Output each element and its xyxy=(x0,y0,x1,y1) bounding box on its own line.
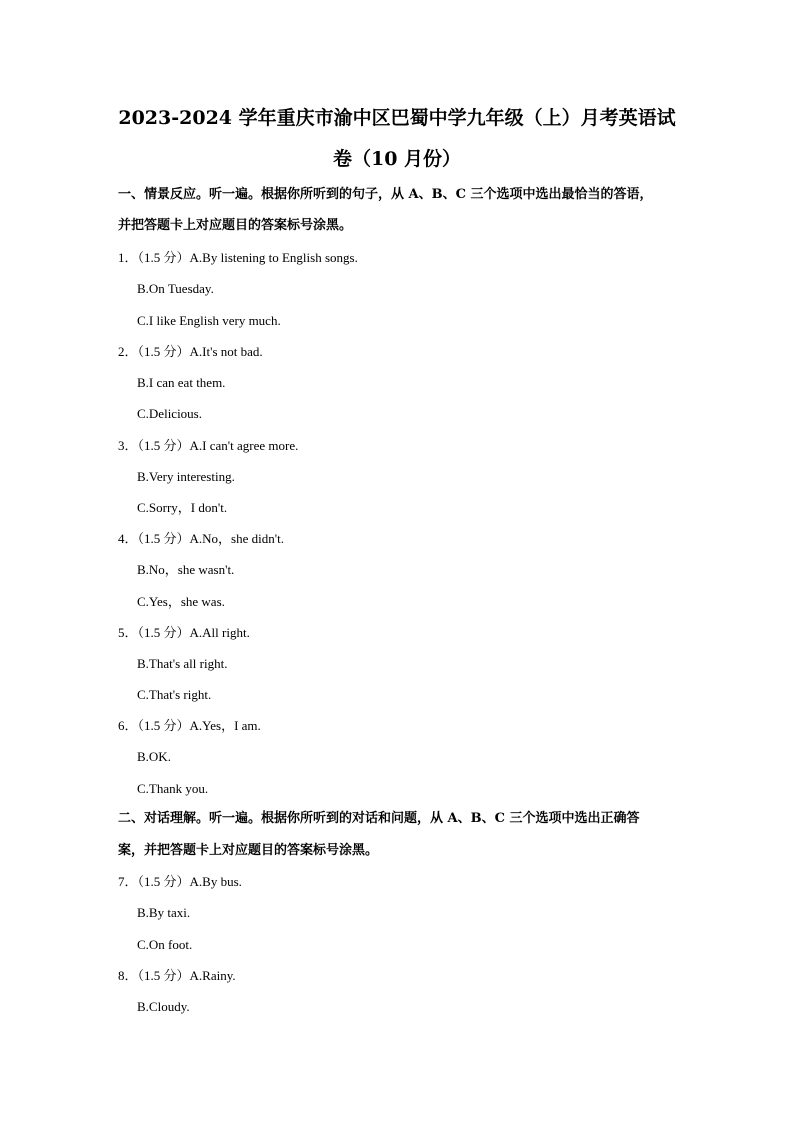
question-2-option-c: C.Delicious. xyxy=(137,406,202,421)
section-2-instruction-line-2: 案，并把答题卡上对应题目的答案标号涂黑。 xyxy=(118,843,379,858)
question-2 xyxy=(118,344,263,360)
page-title-line-1: 2023-2024 学年重庆市渝中区巴蜀中学九年级（上）月考英语试 xyxy=(118,107,676,129)
question-number: 3． xyxy=(118,438,138,453)
question-5 xyxy=(118,625,250,641)
question-6-option-b: B.OK. xyxy=(137,749,171,764)
page-title-line-2: 卷（10 月份） xyxy=(332,148,462,170)
question-score: （1.5 分） xyxy=(137,438,190,453)
option-a: A.All right. xyxy=(189,625,250,640)
question-score: （1.5 分） xyxy=(137,718,190,733)
option-a: A.By bus. xyxy=(189,874,242,889)
question-4-option-c: C.Yes，she was. xyxy=(137,594,225,609)
question-number: 2． xyxy=(118,344,138,359)
question-7 xyxy=(118,874,242,890)
question-number: 1． xyxy=(118,250,138,265)
question-4-option-b: B.No，she wasn't. xyxy=(137,562,235,577)
question-number: 6． xyxy=(118,718,138,733)
question-8 xyxy=(118,968,236,984)
question-score: （1.5 分） xyxy=(137,250,190,265)
question-6-option-c: C.Thank you. xyxy=(137,781,209,796)
question-score: （1.5 分） xyxy=(137,531,190,546)
question-number: 4． xyxy=(118,531,138,546)
question-1 xyxy=(118,250,358,266)
question-number: 8． xyxy=(118,968,138,983)
question-score: （1.5 分） xyxy=(137,874,190,889)
option-a: A.I can't agree more. xyxy=(189,438,299,453)
question-7-option-b: B.By taxi. xyxy=(137,905,191,920)
question-5-option-b: B.That's all right. xyxy=(137,656,228,671)
question-4 xyxy=(118,531,284,547)
question-score: （1.5 分） xyxy=(137,344,190,359)
option-a: A.Yes，I am. xyxy=(189,718,261,733)
question-7-option-c: C.On foot. xyxy=(137,937,193,952)
question-1-option-c: C.I like English very much. xyxy=(137,313,281,328)
question-2-option-b: B.I can eat them. xyxy=(137,375,226,390)
option-a: A.Rainy. xyxy=(189,968,236,983)
question-3-option-b: B.Very interesting. xyxy=(137,469,235,484)
question-5-option-c: C.That's right. xyxy=(137,687,212,702)
question-1-option-b: B.On Tuesday. xyxy=(137,281,214,296)
question-score: （1.5 分） xyxy=(137,968,190,983)
question-number: 5． xyxy=(118,625,138,640)
question-3-option-c: C.Sorry，I don't. xyxy=(137,500,228,515)
option-a: A.By listening to English songs. xyxy=(189,250,358,265)
question-8-option-b: B.Cloudy. xyxy=(137,999,190,1014)
question-number: 7． xyxy=(118,874,138,889)
section-1-instruction-line-1: 一、情景反应。听一遍。根据你所听到的句子，从 A、B、C 三个选项中选出最恰当的答语， xyxy=(118,187,653,202)
section-1-instruction-line-2: 并把答题卡上对应题目的答案标号涂黑。 xyxy=(118,218,353,233)
question-3 xyxy=(118,438,298,454)
option-a: A.It's not bad. xyxy=(189,344,263,359)
question-score: （1.5 分） xyxy=(137,625,190,640)
option-a: A.No，she didn't. xyxy=(189,531,284,546)
section-2-instruction-line-1: 二、对话理解。听一遍。根据你所听到的对话和问题，从 A、B、C 三个选项中选出正确答 xyxy=(118,811,640,826)
question-6 xyxy=(118,718,261,734)
